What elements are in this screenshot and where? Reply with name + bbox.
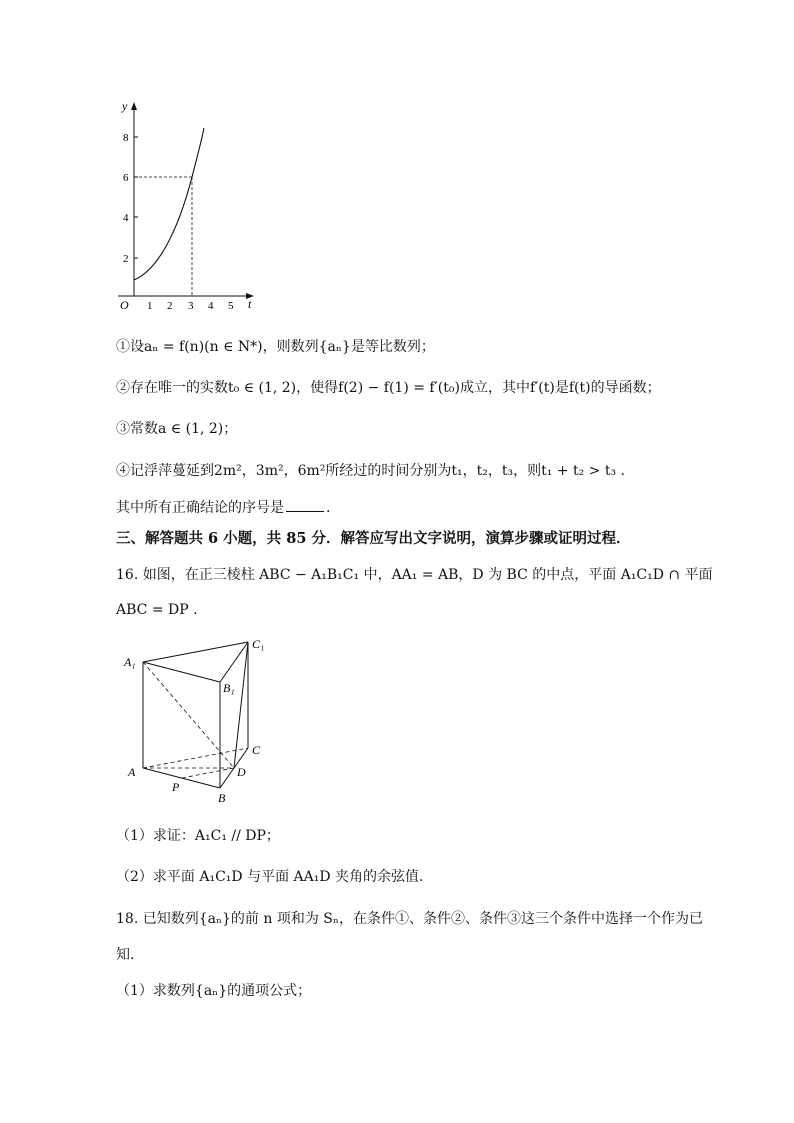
- statement-3: ③常数a ∈ (1, 2)；: [116, 421, 238, 437]
- origin-label: O: [120, 298, 129, 312]
- answer-end: .: [326, 500, 331, 516]
- prism-figure: [116, 630, 286, 810]
- t-axis-label: t: [248, 297, 252, 311]
- statement-4: ④记浮萍蔓延到2m²，3m²，6m²所经过的时间分别为t₁，t₂，t₃，则t₁ + t₂ > t₃ .: [116, 463, 625, 479]
- t-tick-label: 1: [147, 300, 153, 312]
- q18-line2: 知．: [116, 947, 144, 963]
- section-header: 三、解答题共 6 小题，共 85 分．解答应写出文字说明，演算步骤或证明过程．: [116, 530, 631, 547]
- statement-1: ①设aₙ = f(n)(n ∈ N*)，则数列{aₙ}是等比数列；: [116, 339, 435, 355]
- vertex-label-b: B: [218, 791, 226, 805]
- vertex-label-c1: C₁: [252, 637, 265, 651]
- function-graph: [108, 96, 268, 336]
- q18-part1: （1）求数列{aₙ}的通项公式；: [116, 983, 312, 999]
- y-tick-label: 6: [123, 172, 129, 184]
- q18-line1: 18. 已知数列{aₙ}的前 n 项和为 Sₙ，在条件①、条件②、条件③这三个条件中选择一个作为已: [116, 911, 703, 927]
- t-tick-label: 4: [208, 300, 214, 312]
- vertex-label-a1: A₁: [124, 655, 136, 669]
- t-tick-label: 5: [228, 300, 234, 312]
- answer-prompt-text: 其中所有正确结论的序号是: [116, 500, 284, 516]
- vertex-label-a: A: [128, 765, 136, 779]
- answer-blank[interactable]: [286, 497, 324, 512]
- y-axis-label: y: [122, 99, 128, 113]
- t-tick-label: 2: [167, 300, 173, 312]
- y-tick-label: 4: [123, 212, 129, 224]
- y-tick-label: 2: [123, 253, 129, 265]
- vertex-label-b1: B₁: [223, 681, 235, 695]
- vertex-label-d: D: [237, 765, 246, 779]
- answer-prompt: [116, 497, 330, 518]
- vertex-label-p: P: [172, 780, 180, 794]
- t-tick-label: 3: [188, 300, 194, 312]
- statement-2: ②存在唯一的实数t₀ ∈ (1, 2)，使得f(2) − f(1) = f′(t₀)成立，其中f′(t)是f(t)的导函数；: [116, 380, 661, 396]
- q16-line2: ABC = DP .: [116, 602, 198, 618]
- q16-line1: 16. 如图，在正三棱柱 ABC − A₁B₁C₁ 中，AA₁ = AB，D 为 BC 的中点，平面 A₁C₁D ∩ 平面: [116, 567, 713, 583]
- vertex-label-c: C: [252, 743, 261, 757]
- q16-part2: （2）求平面 A₁C₁D 与平面 AA₁D 夹角的余弦值．: [116, 869, 434, 885]
- q16-part1: （1）求证：A₁C₁ // DP；: [116, 828, 280, 844]
- y-tick-label: 8: [123, 132, 129, 144]
